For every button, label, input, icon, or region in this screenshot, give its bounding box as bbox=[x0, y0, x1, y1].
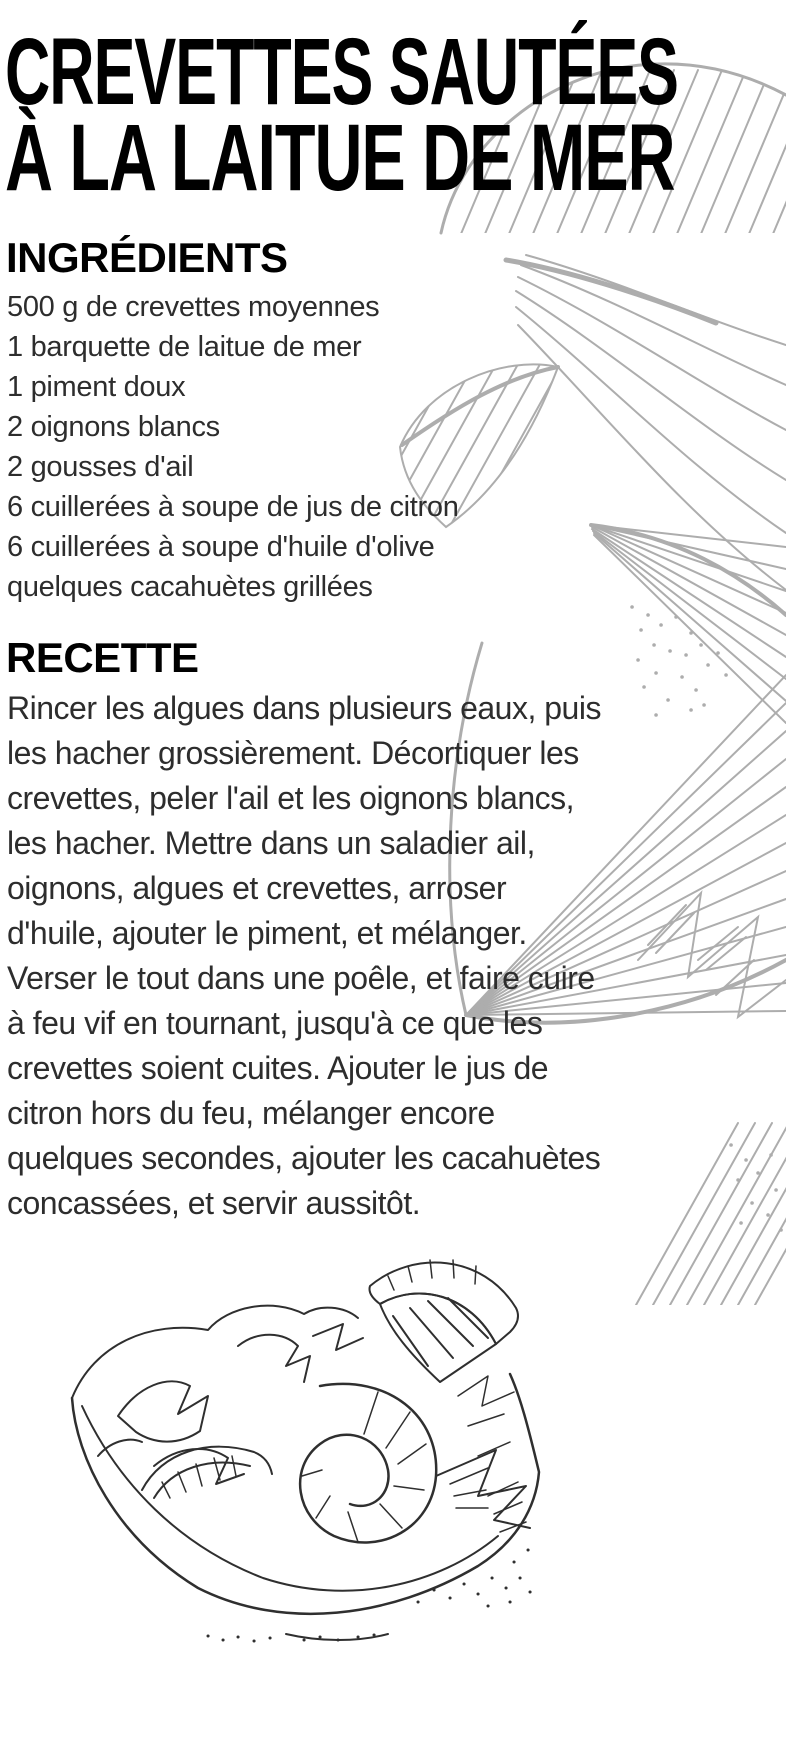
bowl-outline bbox=[72, 1306, 539, 1640]
recipe-line: oignons, algues et crevettes, arroser bbox=[7, 870, 507, 906]
recipe-line: quelques secondes, ajouter les cacahuètes bbox=[7, 1140, 601, 1176]
ingredient-item: quelques cacahuètes grillées bbox=[7, 571, 373, 603]
seaweed-diagonals-bottom bbox=[636, 1123, 786, 1305]
recipe-title-line1: CREVETTES SAUTÉES bbox=[5, 19, 678, 125]
recipe-line: crevettes, peler l'ail et les oignons blancs, bbox=[7, 780, 575, 816]
recipe-line: concassées, et servir aussitôt. bbox=[7, 1185, 421, 1221]
recipe-line: les hacher grossièrement. Décortiquer les bbox=[7, 735, 579, 771]
shrimp-left bbox=[142, 1447, 272, 1498]
seaweed-strands-middle bbox=[506, 255, 786, 590]
seaweed-stipple-lower bbox=[731, 1145, 781, 1230]
recipe-line: crevettes soient cuites. Ajouter le jus de bbox=[7, 1050, 549, 1086]
shrimp-spiral-center bbox=[300, 1384, 530, 1543]
ingredient-item: 1 barquette de laitue de mer bbox=[7, 331, 362, 363]
recipe-line: d'huile, ajouter le piment, et mélanger. bbox=[7, 915, 527, 951]
recipe-title-line2: À LA LAITUE DE MER bbox=[5, 105, 675, 211]
recipe-line: à feu vif en tournant, jusqu'à ce que les bbox=[7, 1005, 543, 1041]
ingredient-item: 1 piment doux bbox=[7, 371, 186, 403]
recipe-heading: RECETTE bbox=[6, 634, 199, 681]
sea-lettuce-in-bowl bbox=[98, 1324, 363, 1484]
recipe-instructions bbox=[7, 686, 601, 1226]
recipe-title bbox=[5, 19, 786, 211]
seaweed-fan-converging bbox=[591, 525, 786, 723]
ingredient-item: 6 cuillerées à soupe de jus de citron bbox=[7, 491, 459, 523]
recipe-line: les hacher. Mettre dans un saladier ail, bbox=[7, 825, 535, 861]
ingredient-item: 500 g de crevettes moyennes bbox=[7, 291, 380, 323]
ingredient-item: 2 oignons blancs bbox=[7, 411, 220, 443]
ingredients-heading: INGRÉDIENTS bbox=[6, 234, 288, 281]
recipe-line: Rincer les algues dans plusieurs eaux, puis bbox=[7, 690, 601, 726]
shrimp-bowl-illustration bbox=[58, 1246, 563, 1648]
ingredients-list bbox=[7, 287, 459, 607]
ingredient-item: 6 cuillerées à soupe d'huile d'olive bbox=[7, 531, 435, 563]
recipe-line: Verser le tout dans une poêle, et faire cuire bbox=[7, 960, 595, 996]
recipe-line: citron hors du feu, mélanger encore bbox=[7, 1095, 495, 1131]
ingredient-item: 2 gousses d'ail bbox=[7, 451, 194, 483]
lemon-wedge bbox=[369, 1260, 518, 1382]
